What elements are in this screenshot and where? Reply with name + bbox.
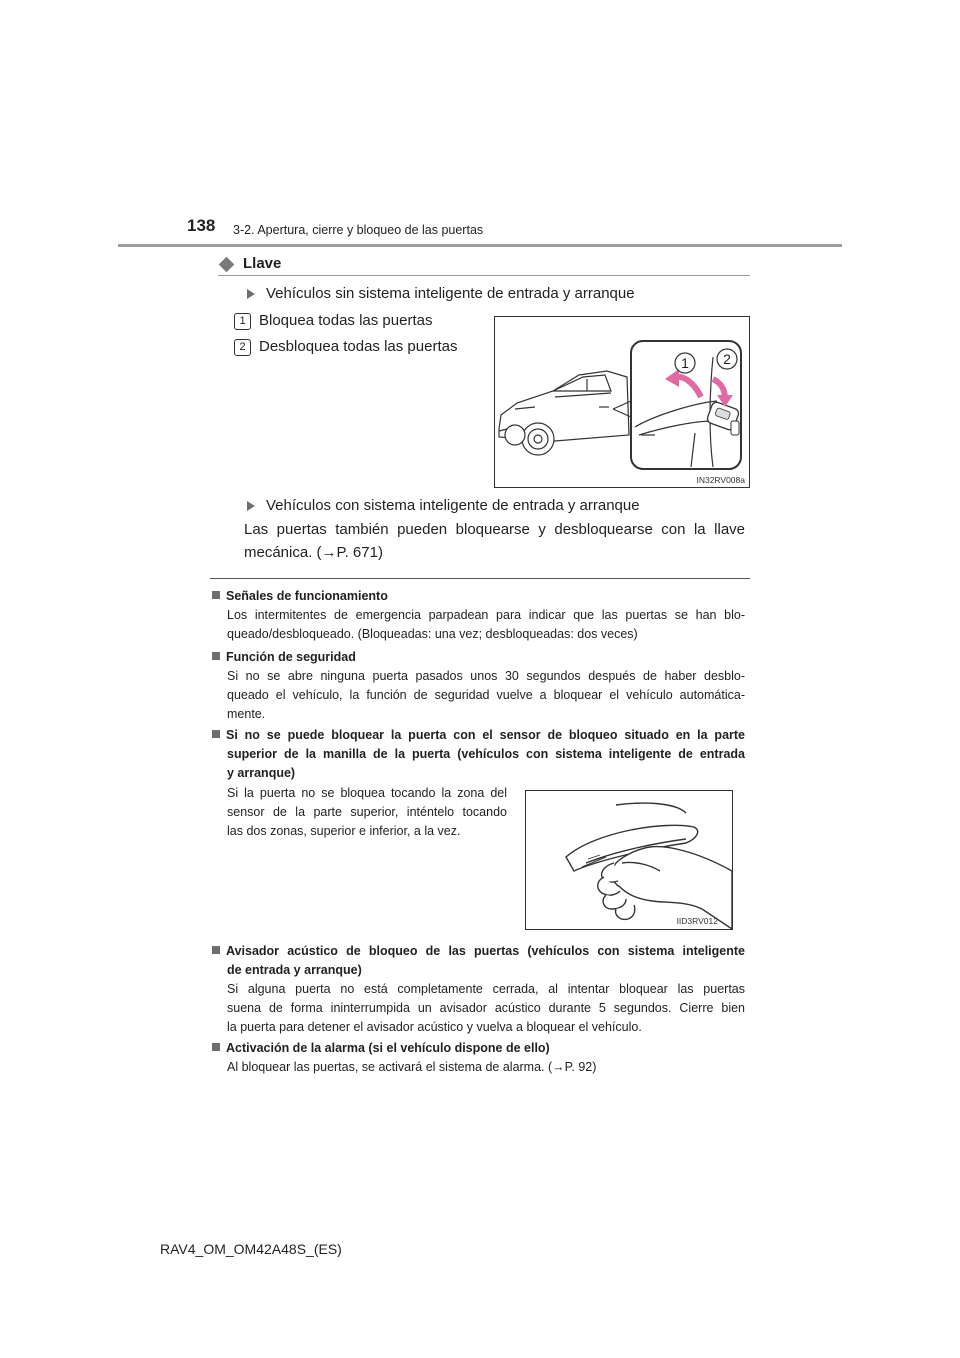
note-line: las dos zonas, superior e inferior, a la vez. — [227, 824, 461, 838]
note-title-line: y arranque) — [227, 766, 296, 780]
subheading-text: Vehículos con sistema inteligente de entrada y arranque — [266, 497, 640, 514]
figure-code: IID3RV012 — [676, 916, 718, 926]
note-body-buzzer — [227, 980, 745, 1037]
page-number: 138 — [187, 216, 216, 235]
figure-code: IN32RV008a — [696, 475, 745, 485]
notes-rule — [210, 578, 750, 579]
note-body-sensor — [227, 784, 507, 841]
square-bullet-icon — [212, 1043, 220, 1051]
note-line: suena de forma ininterrumpida un avisador acústico durante 5 segundos. Cierre bien — [227, 1001, 745, 1015]
subheading-smart-entry — [247, 496, 640, 516]
figure-car-key — [494, 316, 750, 488]
subheading-text: Vehículos sin sistema inteligente de entrada y arranque — [266, 285, 635, 302]
note-title-security — [212, 648, 356, 666]
figure-label-1: 1 — [681, 355, 689, 371]
note-title-text: Función de seguridad — [226, 650, 356, 664]
header-rule — [118, 244, 842, 247]
square-bullet-icon — [212, 730, 220, 738]
figure-label-2: 2 — [723, 351, 731, 367]
note-title-line: superior de la manilla de la puerta (vehículos con sistema inteligente de entrada — [227, 747, 745, 761]
subheading-no-smart-entry — [247, 284, 635, 304]
note-line: Si no se abre ninguna puerta pasados unos 30 segundos después de haber desblo- — [227, 669, 745, 683]
heading-rule — [218, 275, 750, 276]
note-line: Si la puerta no se bloquea tocando la zona del — [227, 786, 507, 800]
diamond-bullet-icon — [219, 256, 235, 272]
note-line: queado el vehículo, la función de seguridad vuelve a bloquear el vehículo automática- — [227, 688, 745, 702]
note-line: sensor de la parte superior, inténtelo tocando — [227, 805, 507, 819]
item-number-badge: 2 — [234, 339, 251, 356]
note-body-signals — [227, 606, 745, 644]
note-body-security — [227, 667, 745, 724]
note-title-signals — [212, 587, 388, 605]
car-key-illustration — [495, 317, 749, 487]
note-title-buzzer — [212, 942, 745, 980]
heading-text: Llave — [243, 255, 282, 272]
note-title-sensor — [212, 726, 745, 783]
note-title-text: Señales de funcionamiento — [226, 589, 388, 603]
square-bullet-icon — [212, 946, 220, 954]
note-line: Los intermitentes de emergencia parpadean para indicar que las puertas se han blo- — [227, 608, 745, 622]
mechanical-key-paragraph — [244, 520, 745, 566]
note-title-line — [212, 726, 745, 745]
note-title-text: Si no se puede bloquear la puerta con el sensor de bloqueo situado en la parte — [226, 728, 745, 742]
note-title-line: de entrada y arranque) — [227, 963, 362, 977]
note-title-text: Activación de la alarma (si el vehículo dispone de ello) — [226, 1041, 550, 1055]
item-unlock-all: Desbloquea todas las puertas — [259, 338, 458, 355]
note-line: queado/desbloqueado. (Bloqueadas: una vez; desbloqueadas: dos veces) — [227, 627, 638, 641]
section-title: 3-2. Apertura, cierre y bloqueo de las puertas — [233, 223, 484, 237]
note-line: mente. — [227, 707, 266, 721]
figure-door-handle — [525, 790, 733, 930]
note-title-line — [212, 942, 745, 961]
triangle-bullet-icon — [247, 289, 255, 299]
note-line: la puerta para detener el avisador acústico y vuelva a bloquear el vehículo. — [227, 1020, 642, 1034]
section-heading — [218, 254, 281, 274]
footer-code: RAV4_OM_OM42A48S_(ES) — [160, 1241, 342, 1257]
paragraph-line: mecánica. (→P. 671) — [244, 544, 383, 561]
square-bullet-icon — [212, 591, 220, 599]
note-line: Si alguna puerta no está completamente cerrada, al intentar bloquear las puertas — [227, 982, 745, 996]
item-lock-all: Bloquea todas las puertas — [259, 312, 433, 329]
note-line: Al bloquear las puertas, se activará el sistema de alarma. (→P. 92) — [227, 1060, 597, 1074]
item-number-badge: 1 — [234, 313, 251, 330]
note-title-alarm — [212, 1039, 550, 1057]
door-handle-illustration — [526, 791, 732, 929]
note-body-alarm — [227, 1058, 745, 1077]
square-bullet-icon — [212, 652, 220, 660]
note-title-text: Avisador acústico de bloqueo de las puertas (vehículos con sistema inteligente — [226, 944, 745, 958]
triangle-bullet-icon — [247, 501, 255, 511]
paragraph-line: Las puertas también pueden bloquearse y desbloquearse con la llave — [244, 521, 745, 538]
